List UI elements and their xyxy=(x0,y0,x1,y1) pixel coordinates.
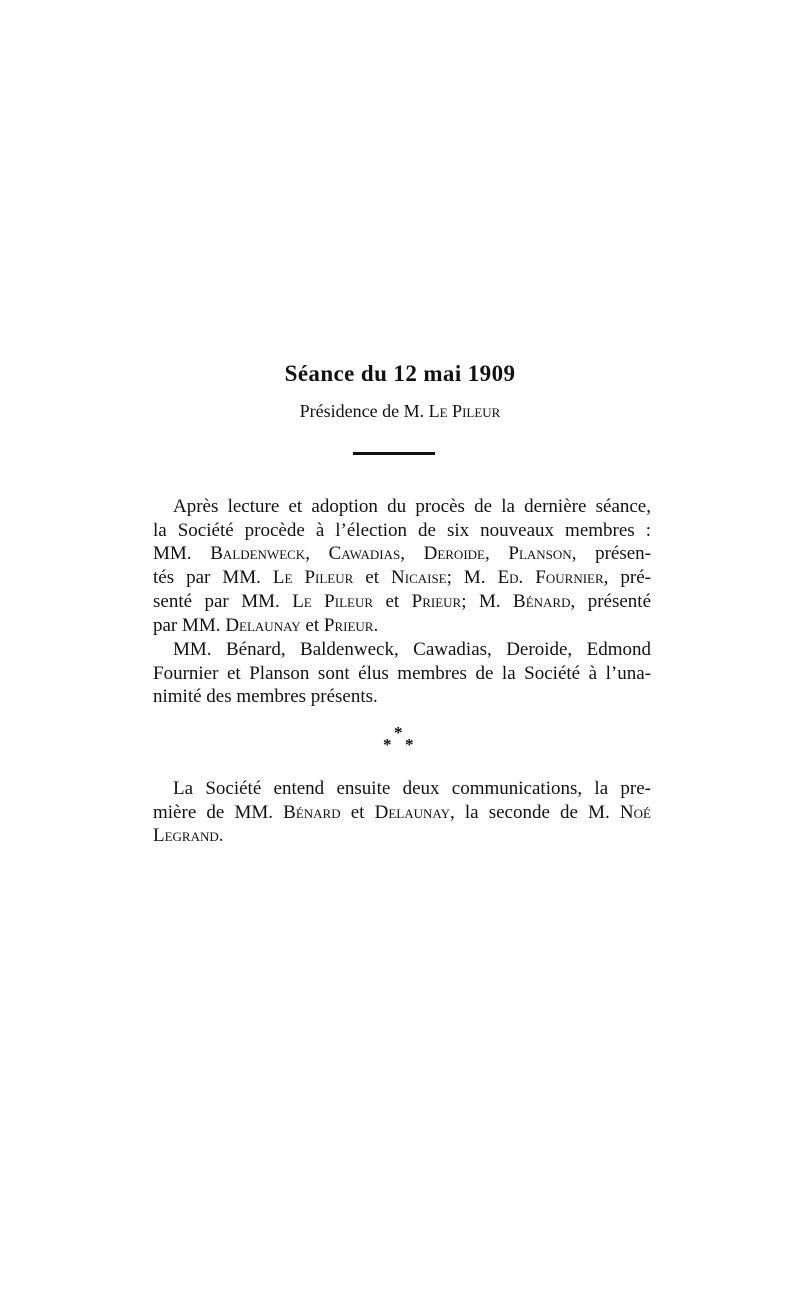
member-name: Delaunay xyxy=(374,801,450,823)
text-run: , xyxy=(484,543,509,565)
asterisk-right: * xyxy=(405,735,414,754)
text-run: mière de MM. xyxy=(153,801,284,823)
text-run: et xyxy=(300,614,324,636)
text-line xyxy=(153,590,651,614)
text-line: nimité des membres présents. xyxy=(153,686,378,708)
text-run: , présen- xyxy=(571,543,652,565)
member-name: Baldenweck xyxy=(210,543,306,565)
session-title: Séance du 12 mai 1909 xyxy=(284,361,516,386)
text-line: La Société entend ensuite deux communications, la pre- xyxy=(173,778,651,799)
text-line xyxy=(153,824,651,848)
text-run: ; M. xyxy=(461,590,514,612)
text-run: senté par MM. xyxy=(153,590,293,612)
text-run: et xyxy=(340,801,375,823)
text-run: , pré- xyxy=(603,567,651,589)
asterisk-top: * xyxy=(394,723,403,742)
paragraph-communications xyxy=(153,777,651,848)
title-rule xyxy=(353,452,435,455)
text-run: ; M. xyxy=(446,567,498,589)
member-name: Planson xyxy=(508,543,572,565)
text-line: MM. Bénard, Baldenweck, Cawadias, Deroide, Edmond xyxy=(173,639,651,660)
text-line: la Société procède à l’élection de six nouveaux membres : xyxy=(153,519,651,541)
text-line xyxy=(153,566,651,590)
text-run: et xyxy=(353,567,392,589)
text-run: par MM. xyxy=(153,614,226,636)
member-name: Le Pileur xyxy=(292,590,374,612)
member-name: Cawadias xyxy=(328,543,401,565)
member-name: Deroide xyxy=(423,543,485,565)
asterism-separator xyxy=(383,724,419,758)
presidence-name: Le Pileur xyxy=(428,401,501,421)
text-run: tés par MM. xyxy=(153,567,273,589)
text-run: , la seconde de M. xyxy=(449,801,620,823)
text-run: . xyxy=(373,614,379,636)
member-name: Nicaise xyxy=(391,567,447,589)
text-run: , présenté xyxy=(570,590,651,612)
text-line xyxy=(153,614,651,638)
text-line: Après lecture et adoption du procès de la dernière séance, xyxy=(173,496,651,517)
member-name: Prieur xyxy=(323,614,374,636)
asterisk-left: * xyxy=(383,735,392,754)
text-line xyxy=(153,801,651,825)
presidence-line xyxy=(0,401,800,422)
paragraph-elected-members xyxy=(153,638,651,709)
member-name: Noé xyxy=(619,801,651,823)
member-name: Bénard xyxy=(513,590,571,612)
text-line xyxy=(153,542,651,566)
text-run: . xyxy=(218,825,224,847)
member-name: Ed. Fournier xyxy=(497,567,604,589)
presidence-prefix: Présidence de M. xyxy=(299,401,429,421)
member-name: Le Pileur xyxy=(272,567,354,589)
member-name: Bénard xyxy=(283,801,341,823)
text-run: et xyxy=(373,590,412,612)
paragraph-election xyxy=(153,495,651,637)
text-run: , xyxy=(400,543,424,565)
text-run: , xyxy=(305,543,329,565)
member-name: Delaunay xyxy=(225,614,301,636)
text-line: Fournier et Planson sont élus membres de la Société à l’una- xyxy=(153,662,651,684)
member-name: Legrand xyxy=(153,825,219,847)
text-run: MM. xyxy=(153,543,211,565)
member-name: Prieur xyxy=(411,590,462,612)
